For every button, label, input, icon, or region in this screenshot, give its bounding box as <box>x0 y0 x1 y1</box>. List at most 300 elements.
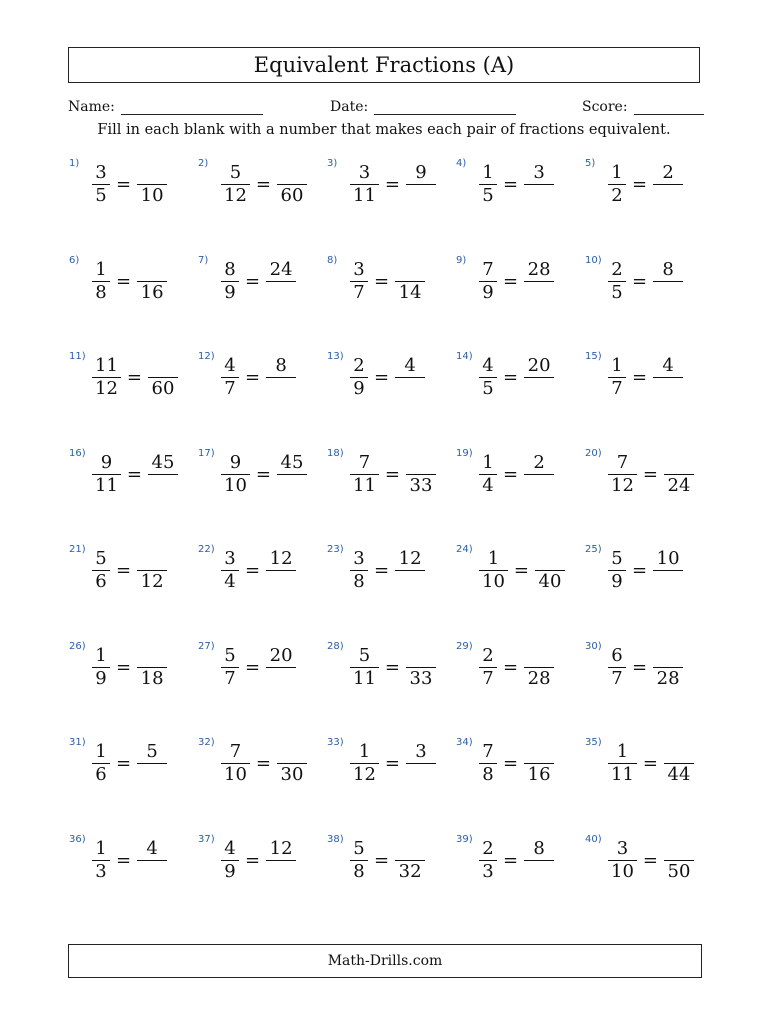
target-fraction <box>653 259 683 304</box>
given-numerator: 3 <box>353 548 365 569</box>
target-denominator: 10 <box>140 185 164 206</box>
target-denominator: 30 <box>280 764 304 785</box>
given-fraction <box>221 162 250 207</box>
problem-number: 20) <box>585 447 602 459</box>
equals-sign: = <box>245 560 261 581</box>
given-denominator: 6 <box>95 764 107 785</box>
target-denominator: 44 <box>667 764 691 785</box>
problem-item <box>451 541 579 611</box>
target-denominator[interactable] <box>160 475 166 497</box>
target-fraction <box>406 741 436 786</box>
problem-item <box>64 445 192 515</box>
problem-number: 34) <box>456 737 473 748</box>
equals-sign: = <box>503 463 519 485</box>
problem-item <box>193 348 321 418</box>
problem-item <box>580 831 708 901</box>
equals-sign: = <box>126 367 142 388</box>
problem-item <box>451 638 579 708</box>
given-denominator: 10 <box>611 860 634 882</box>
given-denominator: 3 <box>482 860 494 882</box>
target-denominator[interactable] <box>149 861 155 883</box>
given-denominator: 7 <box>224 378 236 399</box>
target-fraction <box>137 838 167 883</box>
equals-sign: = <box>384 753 400 774</box>
fraction-equation <box>608 355 683 400</box>
target-numerator: 3 <box>533 162 545 183</box>
given-numerator: 1 <box>616 741 629 762</box>
target-denominator[interactable] <box>289 475 295 497</box>
given-fraction <box>350 741 379 786</box>
problem-item <box>193 638 321 708</box>
target-denominator[interactable] <box>536 475 542 497</box>
target-denominator: 33 <box>409 667 433 689</box>
target-denominator[interactable] <box>665 571 671 593</box>
fraction-equation <box>479 548 565 593</box>
problem-number: 6) <box>69 254 80 266</box>
problem-item <box>322 252 450 322</box>
problem-item <box>322 155 450 225</box>
target-fraction <box>137 645 167 690</box>
target-fraction <box>524 259 554 304</box>
fraction-equation <box>350 838 425 883</box>
target-denominator: 50 <box>667 860 691 882</box>
given-numerator: 2 <box>482 837 494 859</box>
given-numerator: 7 <box>229 741 242 762</box>
target-denominator: 12 <box>140 571 164 592</box>
given-fraction <box>479 645 497 690</box>
instructions: Fill in each blank with a number that makes each pair of fractions equivalent. <box>97 122 671 138</box>
target-numerator: 3 <box>415 741 427 762</box>
problem-number: 24) <box>456 544 473 555</box>
target-fraction <box>406 162 436 207</box>
fraction-equation <box>479 741 554 786</box>
given-fraction <box>350 355 368 400</box>
target-numerator[interactable] <box>536 741 542 763</box>
equals-sign: = <box>255 174 271 195</box>
fraction-equation <box>608 162 683 207</box>
given-denominator: 7 <box>482 667 494 689</box>
given-denominator: 7 <box>353 281 365 303</box>
problem-number: 16) <box>69 447 86 459</box>
given-numerator: 1 <box>611 355 623 376</box>
problem-number: 4) <box>456 158 467 169</box>
problem-item <box>193 831 321 901</box>
equals-sign: = <box>255 753 271 774</box>
target-numerator: 4 <box>662 355 674 376</box>
target-denominator: 60 <box>151 378 175 399</box>
problem-number: 21) <box>69 544 86 555</box>
date-field <box>330 92 516 115</box>
target-numerator: 2 <box>533 451 545 473</box>
given-numerator: 7 <box>482 258 494 280</box>
problem-item <box>580 252 708 322</box>
header-fields <box>68 92 702 118</box>
equals-sign: = <box>374 849 390 871</box>
equals-sign: = <box>384 463 400 485</box>
target-numerator[interactable] <box>418 452 424 474</box>
equals-sign: = <box>503 367 519 388</box>
given-numerator: 3 <box>95 162 107 183</box>
problem-number: 1) <box>69 158 80 169</box>
equals-sign: = <box>116 849 132 871</box>
target-denominator[interactable] <box>278 668 284 690</box>
target-denominator[interactable] <box>418 185 424 207</box>
target-fraction <box>266 355 296 400</box>
fraction-equation <box>350 452 436 497</box>
target-numerator[interactable] <box>289 162 295 184</box>
target-fraction <box>148 355 178 400</box>
given-denominator: 11 <box>353 667 376 689</box>
target-numerator[interactable] <box>160 355 166 377</box>
given-fraction <box>479 838 497 883</box>
given-fraction <box>92 259 110 304</box>
given-denominator: 11 <box>611 764 634 785</box>
target-numerator: 2 <box>662 162 674 183</box>
equals-sign: = <box>245 656 261 678</box>
given-fraction <box>350 548 368 593</box>
problem-item <box>322 831 450 901</box>
problem-item <box>64 638 192 708</box>
problem-number: 13) <box>327 351 344 362</box>
problem-number: 15) <box>585 351 602 362</box>
target-numerator[interactable] <box>665 645 671 667</box>
target-numerator[interactable] <box>418 645 424 667</box>
given-numerator: 7 <box>358 451 371 473</box>
given-denominator: 4 <box>224 571 236 592</box>
problem-number: 5) <box>585 158 596 169</box>
given-denominator: 5 <box>482 185 494 206</box>
target-fraction <box>406 452 436 497</box>
equals-sign: = <box>384 174 400 195</box>
equals-sign: = <box>116 270 132 292</box>
target-fraction <box>395 838 425 883</box>
equals-sign: = <box>384 656 400 678</box>
given-numerator: 1 <box>95 837 107 859</box>
problem-item <box>451 348 579 418</box>
target-numerator: 45 <box>151 451 175 473</box>
given-fraction <box>92 452 121 497</box>
target-denominator[interactable] <box>536 185 542 207</box>
problem-number: 36) <box>69 833 86 845</box>
problem-number: 19) <box>456 447 473 459</box>
target-numerator: 45 <box>280 451 304 473</box>
given-denominator: 11 <box>95 474 118 496</box>
worksheet-title-box <box>68 47 700 83</box>
target-denominator[interactable] <box>278 282 284 304</box>
target-denominator[interactable] <box>665 282 671 304</box>
given-denominator: 6 <box>95 571 107 592</box>
problem-grid <box>64 155 714 925</box>
equals-sign: = <box>503 849 519 871</box>
given-numerator: 8 <box>224 258 236 280</box>
target-denominator[interactable] <box>278 861 284 883</box>
target-fraction <box>653 645 683 690</box>
target-denominator: 16 <box>527 764 551 785</box>
fraction-equation <box>479 355 554 400</box>
target-denominator[interactable] <box>278 378 284 400</box>
date-blank-line[interactable] <box>374 92 516 115</box>
target-numerator: 20 <box>269 644 293 666</box>
name-label: Name: <box>68 99 115 115</box>
target-numerator: 28 <box>527 258 551 280</box>
given-denominator: 12 <box>224 185 247 206</box>
given-fraction <box>608 452 637 497</box>
target-denominator: 28 <box>656 667 680 689</box>
given-fraction <box>92 162 110 207</box>
equals-sign: = <box>245 849 261 871</box>
target-numerator[interactable] <box>407 259 413 281</box>
given-denominator: 9 <box>353 378 365 399</box>
problem-item <box>64 831 192 901</box>
problem-item <box>322 541 450 611</box>
given-numerator: 5 <box>611 548 623 569</box>
given-denominator: 2 <box>611 185 623 206</box>
equals-sign: = <box>503 753 519 774</box>
target-denominator[interactable] <box>407 571 413 593</box>
given-numerator: 3 <box>358 162 371 183</box>
given-denominator: 9 <box>224 860 236 882</box>
target-numerator[interactable] <box>149 162 155 184</box>
fraction-equation <box>608 259 683 304</box>
given-fraction <box>92 548 110 593</box>
target-numerator: 8 <box>275 355 287 376</box>
target-denominator[interactable] <box>665 185 671 207</box>
fraction-equation <box>608 741 694 786</box>
target-denominator[interactable] <box>536 861 542 883</box>
equals-sign: = <box>632 270 648 292</box>
equals-sign: = <box>642 849 658 871</box>
problem-number: 11) <box>69 351 86 362</box>
problem-item <box>64 348 192 418</box>
fraction-equation <box>350 645 436 690</box>
given-numerator: 5 <box>95 548 107 569</box>
target-denominator[interactable] <box>407 378 413 400</box>
given-numerator: 1 <box>487 548 500 569</box>
target-fraction <box>664 838 694 883</box>
given-fraction <box>221 259 239 304</box>
problem-item <box>322 348 450 418</box>
given-fraction <box>350 452 379 497</box>
equals-sign: = <box>642 753 658 774</box>
given-denominator: 10 <box>482 571 505 592</box>
given-fraction <box>92 355 121 400</box>
target-numerator[interactable] <box>547 548 553 570</box>
equals-sign: = <box>116 560 132 581</box>
target-numerator[interactable] <box>149 548 155 570</box>
given-denominator: 4 <box>482 474 494 496</box>
target-fraction <box>148 452 178 497</box>
target-denominator[interactable] <box>418 764 424 786</box>
problem-item <box>451 155 579 225</box>
footer-box <box>68 944 702 978</box>
given-fraction <box>221 452 250 497</box>
given-numerator: 1 <box>95 644 107 666</box>
target-numerator[interactable] <box>407 838 413 860</box>
target-fraction <box>524 741 554 786</box>
problem-item <box>64 252 192 322</box>
given-denominator: 7 <box>611 378 623 399</box>
given-fraction <box>608 355 626 400</box>
worksheet-title: Equivalent Fractions (A) <box>253 53 515 77</box>
fraction-equation <box>92 452 178 497</box>
problem-number: 8) <box>327 254 338 266</box>
problem-number: 31) <box>69 737 86 748</box>
given-denominator: 8 <box>353 571 365 592</box>
target-numerator[interactable] <box>149 259 155 281</box>
equals-sign: = <box>116 174 132 195</box>
equals-sign: = <box>513 560 529 581</box>
given-numerator: 5 <box>229 162 242 183</box>
fraction-equation <box>350 548 425 593</box>
fraction-equation <box>92 548 167 593</box>
problem-item <box>193 445 321 515</box>
given-numerator: 3 <box>224 548 236 569</box>
problem-item <box>580 445 708 515</box>
given-denominator: 10 <box>224 764 247 785</box>
target-numerator: 20 <box>527 355 551 376</box>
given-fraction <box>608 838 637 883</box>
given-numerator: 2 <box>482 644 494 666</box>
problem-item <box>193 734 321 804</box>
given-fraction <box>608 162 626 207</box>
target-denominator[interactable] <box>536 378 542 400</box>
target-numerator: 24 <box>269 258 293 280</box>
target-fraction <box>406 645 436 690</box>
equals-sign: = <box>245 270 261 292</box>
target-numerator[interactable] <box>676 452 682 474</box>
target-denominator: 33 <box>409 474 433 496</box>
problem-item <box>193 541 321 611</box>
target-denominator: 60 <box>280 185 304 206</box>
target-numerator: 4 <box>146 837 158 859</box>
given-numerator: 5 <box>224 644 236 666</box>
given-denominator: 9 <box>482 281 494 303</box>
given-denominator: 8 <box>95 281 107 303</box>
problem-number: 3) <box>327 158 338 169</box>
problem-number: 29) <box>456 640 473 652</box>
fraction-equation <box>479 452 554 497</box>
target-numerator[interactable] <box>676 838 682 860</box>
score-label: Score: <box>582 99 628 115</box>
given-fraction <box>608 548 626 593</box>
target-denominator: 24 <box>667 474 691 496</box>
score-blank-line[interactable] <box>634 92 704 115</box>
target-fraction <box>266 838 296 883</box>
fraction-equation <box>92 645 167 690</box>
target-denominator[interactable] <box>536 282 542 304</box>
fraction-equation <box>479 645 554 690</box>
given-numerator: 1 <box>358 741 371 762</box>
problem-item <box>451 831 579 901</box>
equals-sign: = <box>632 174 648 195</box>
problem-item <box>64 734 192 804</box>
given-numerator: 9 <box>229 451 242 473</box>
given-denominator: 11 <box>353 474 376 496</box>
given-denominator: 5 <box>482 378 494 399</box>
target-fraction <box>277 162 307 207</box>
target-numerator[interactable] <box>536 645 542 667</box>
given-fraction <box>479 452 497 497</box>
score-field <box>582 92 704 115</box>
problem-item <box>451 445 579 515</box>
target-denominator[interactable] <box>149 764 155 786</box>
target-denominator[interactable] <box>278 571 284 593</box>
problem-number: 22) <box>198 544 215 555</box>
target-denominator: 40 <box>538 571 562 592</box>
given-denominator: 3 <box>95 860 107 882</box>
problem-number: 12) <box>198 351 215 362</box>
name-field <box>68 92 263 115</box>
given-numerator: 6 <box>611 644 623 666</box>
target-fraction <box>395 259 425 304</box>
problem-number: 28) <box>327 640 344 652</box>
equals-sign: = <box>632 367 648 388</box>
problem-number: 17) <box>198 447 215 459</box>
given-fraction <box>608 741 637 786</box>
problem-number: 26) <box>69 640 86 652</box>
given-numerator: 1 <box>95 741 107 762</box>
equals-sign: = <box>642 463 658 485</box>
given-numerator: 9 <box>100 451 113 473</box>
target-fraction <box>266 548 296 593</box>
problem-number: 2) <box>198 158 209 169</box>
problem-number: 32) <box>198 737 215 748</box>
equals-sign: = <box>126 463 142 485</box>
problem-item <box>580 348 708 418</box>
given-denominator: 12 <box>95 378 118 399</box>
problem-number: 37) <box>198 833 215 845</box>
given-fraction <box>350 162 379 207</box>
target-fraction <box>524 355 554 400</box>
target-fraction <box>664 741 694 786</box>
target-denominator: 28 <box>527 667 551 689</box>
given-fraction <box>479 355 497 400</box>
problem-number: 27) <box>198 640 215 652</box>
given-fraction <box>221 355 239 400</box>
fraction-equation <box>221 259 296 304</box>
target-denominator[interactable] <box>665 378 671 400</box>
given-numerator: 1 <box>482 451 494 473</box>
problem-number: 23) <box>327 544 344 555</box>
target-numerator[interactable] <box>676 741 682 763</box>
equals-sign: = <box>374 270 390 292</box>
target-numerator[interactable] <box>149 645 155 667</box>
target-fraction <box>653 162 683 207</box>
date-label: Date: <box>330 99 369 115</box>
problem-number: 39) <box>456 833 473 845</box>
target-fraction <box>524 162 554 207</box>
target-numerator: 12 <box>269 837 293 859</box>
name-blank-line[interactable] <box>121 92 263 115</box>
given-numerator: 3 <box>616 837 629 859</box>
given-fraction <box>221 645 239 690</box>
target-numerator[interactable] <box>289 741 295 763</box>
target-fraction <box>653 355 683 400</box>
given-numerator: 4 <box>482 355 494 376</box>
problem-item <box>322 734 450 804</box>
problem-number: 30) <box>585 640 602 652</box>
target-fraction <box>277 452 307 497</box>
given-denominator: 8 <box>353 860 365 882</box>
target-fraction <box>277 741 307 786</box>
given-denominator: 9 <box>95 667 107 689</box>
problem-number: 35) <box>585 737 602 748</box>
target-fraction <box>137 548 167 593</box>
equals-sign: = <box>632 656 648 678</box>
given-numerator: 7 <box>616 451 629 473</box>
problem-item <box>322 445 450 515</box>
problem-number: 38) <box>327 833 344 845</box>
